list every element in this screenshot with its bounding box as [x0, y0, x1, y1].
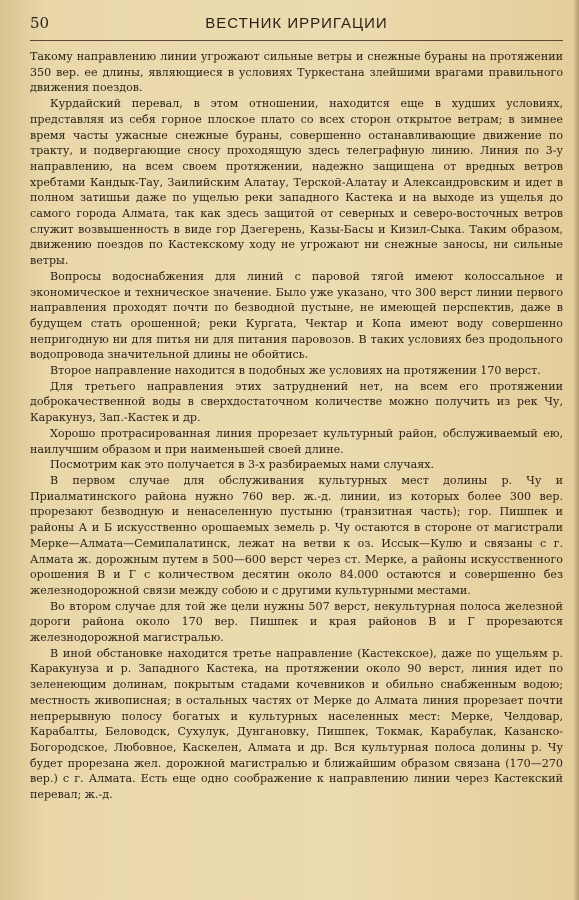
- running-head: [30, 14, 563, 41]
- paragraph-8: В первом случае для обслуживания культурных мест долины р. Чу и Приалматинского района нужно 760 вер. ж.-д. линии, из которых более 300 вер. прорезают безводную и ненаселенную пустыню (транзитная часть); гор. Пишпек и районы А и Б искусственно орошаемых земель р. Чу остаются в стороне от магистрали Мерке—Алмата—Семипалатинск, лежат на ветви к оз. Иссык—Кулю и связаны с г. Алмата ж. дорожным путем в 500—600 верст через ст. Мерке, а районы искусственного орошения В и Г с количеством десятин около 84.000 остаются и совершенно без железнодорожной связи между собою и с другими культурными местами.: [30, 473, 563, 597]
- page-number: 50: [30, 14, 50, 32]
- paragraph-7: Посмотрим как это получается в 3-х разбираемых нами случаях.: [50, 458, 435, 472]
- paragraph-5: Для третьего направления этих затруднений нет, на всем его протяжении доброкачественной воды в сверхдостаточном количестве можно получить из рек Чу, Каракунуз, Зап.-Кастек и др.: [30, 379, 563, 425]
- paragraph-9: Во втором случае для той же цели нужны 507 верст, некультурная полоса железной дороги района около 170 вер. Пишпек и края районов В и Г прорезаются железнодорожной магистралью.: [30, 599, 563, 645]
- paragraph-3: Вопросы водоснабжения для линий с паровой тягой имеют колоссальное и экономическое и техническое значение. Было уже указано, что 300 верст линии первого направления проходят почти по безводной пустыне, не имеющей перспектив, даже в будущем стать орошенной; реки Кургата, Чектар и Копа имеют воду совершенно непригодную ни для питья ни для питания паровозов. В таких условиях без продольного водопровода значительной длины не обойтись.: [30, 269, 563, 362]
- paragraph-1: Такому направлению линии угрожают сильные ветры и снежные бураны на протяжении 350 вер. ее длины, являющиеся в условиях Туркестана злейшими врагами правильного движения поездов.: [30, 50, 563, 95]
- article-body: [30, 49, 563, 803]
- journal-title: ВЕСТНИК ИРРИГАЦИИ: [205, 15, 388, 32]
- paragraph-10: В иной обстановке находится третье направление (Кастекское), даже по ущельям р. Каракунуза и р. Западного Кастека, на протяжении около 90 верст, линия идет по зеленеющим долинам, покрытым стадами кочевников и обильно снабженным водою; местность живописная; в остальных частях от Мерке до Алмата линия прорезает почти непрерывную полосу богатых и культурных населенных мест: Мерке, Челдовар, Карабалты, Беловодск, Сухулук, Дунгановку, Пишпек, Токмак, Карабулак, Казанско-Богородское, Любовное, Каскелен, Алмата и др. Вся культурная полоса долины р. Чу будет прорезана жел. дорожной магистралью и ближайшим образом связана (170—270 вер.) с г. Алмата. Есть еще одно соображение к направлению линии через Кастекский перевал; ж.-д.: [30, 646, 563, 802]
- paragraph-2: Курдайский перевал, в этом отношении, находится еще в худших условиях, представляя из себя горное плоское плато со всех сторон открытое ветрам; в зимнее время часты ужасные снежные бураны, совершенно останавливающие движение по тракту, и подвергающие сносу проходящую здесь телеграфную линию. Линия по 3-у направлению, на всем своем протяжении, надежно защищена от вредных ветров хребтами Кандык-Тау, Заилийским Алатау, Терской-Алатау и Александровским и идет в полном затишьи даже по ущелью реки западного Кастека и на выходе из ущелья до самого города Алмата, так как здесь защитой от северных и северо-восточных ветров служит возвышенность в виде гор Дзегерень, Казы-Басы и Кизил-Сыка. Таким образом, движению поездов по Кастекскому ходу не угрожают ни снежные заносы, ни сильные ветры.: [30, 97, 563, 268]
- paragraph-6: Хорошо протрасированная линия прорезает культурный район, обслуживаемый ею, наилучшим образом и при наименьшей своей длине.: [30, 426, 563, 456]
- paragraph-4: Второе направление находится в подобных же условиях на протяжении 170 верст.: [50, 364, 541, 378]
